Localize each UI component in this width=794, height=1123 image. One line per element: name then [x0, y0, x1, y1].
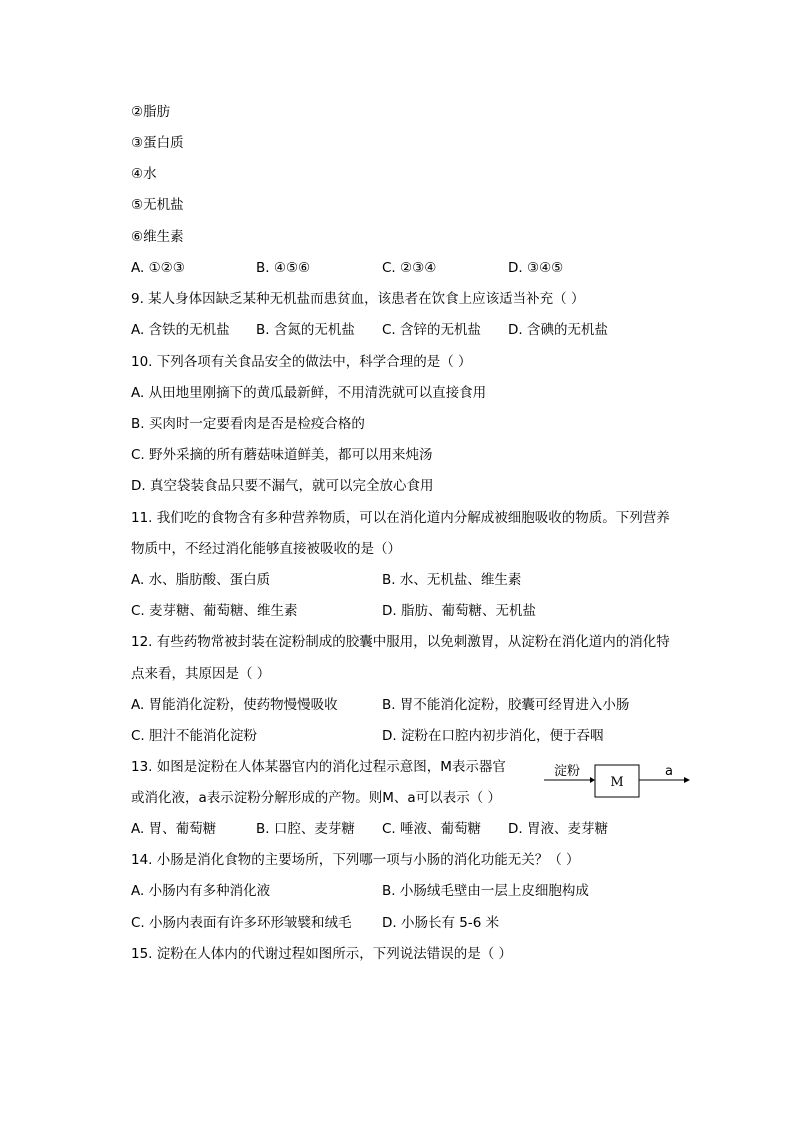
- q10-option-a: A. 从田地里刚摘下的黄瓜最新鲜，不用清洗就可以直接食用: [131, 385, 487, 401]
- diagram-box-label: M: [610, 775, 624, 790]
- q12-option-d: D. 淀粉在口腔内初步消化，便于吞咽: [382, 728, 604, 744]
- q9-option-b: B. 含氮的无机盐: [256, 322, 355, 338]
- q9-option-d: D. 含碘的无机盐: [508, 322, 608, 338]
- starch-digestion-diagram: [540, 758, 700, 802]
- list-item: ②脂肪: [131, 104, 171, 120]
- q9-stem: 9. 某人身体因缺乏某种无机盐而患贫血，该患者在饮食上应该适当补充（ ）: [131, 291, 585, 307]
- q13-option-c: C. 唾液、葡萄糖: [382, 821, 482, 837]
- q13-stem-line1: 13. 如图是淀粉在人体某器官内的消化过程示意图，M表示器官: [131, 759, 506, 775]
- q12-option-a: A. 胃能消化淀粉，使药物慢慢吸收: [131, 697, 338, 713]
- q12-stem-line1: 12. 有些药物常被封装在淀粉制成的胶囊中服用，以免刺激胃，从淀粉在消化道内的消化特: [131, 634, 670, 650]
- q11-stem-line2: 物质中，不经过消化能够直接被吸收的是（）: [131, 541, 401, 557]
- list-item: ③蛋白质: [131, 135, 184, 151]
- q13-stem-line2: 或消化液，a表示淀粉分解形成的产物。则M、a可以表示（ ）: [131, 790, 501, 806]
- q8-option-a: A. ①②③: [131, 260, 185, 276]
- q9-option-a: A. 含铁的无机盐: [131, 322, 230, 338]
- q10-option-b: B. 买肉时一定要看肉是否是检疫合格的: [131, 416, 365, 432]
- list-item: ⑥维生素: [131, 229, 184, 245]
- q14-option-c: C. 小肠内表面有许多环形皱襞和绒毛: [131, 915, 352, 931]
- q11-stem-line1: 11. 我们吃的食物含有多种营养物质，可以在消化道内分解成被细胞吸收的物质。下列营养: [131, 510, 670, 526]
- q13-option-b: B. 口腔、麦芽糖: [256, 821, 355, 837]
- q10-option-d: D. 真空袋装食品只要不漏气，就可以完全放心食用: [131, 478, 434, 494]
- q11-option-c: C. 麦芽糖、葡萄糖、维生素: [131, 603, 298, 619]
- list-item: ⑤无机盐: [131, 197, 184, 213]
- q13-option-d: D. 胃液、麦芽糖: [508, 821, 608, 837]
- q14-stem: 14. 小肠是消化食物的主要场所，下列哪一项与小肠的消化功能无关？（ ）: [131, 852, 580, 868]
- diagram-input-label: 淀粉: [554, 764, 581, 779]
- diagram-output-label: a: [665, 764, 673, 779]
- q8-option-d: D. ③④⑤: [508, 260, 564, 276]
- q14-option-a: A. 小肠内有多种消化液: [131, 883, 271, 899]
- q12-option-b: B. 胃不能消化淀粉，胶囊可经胃进入小肠: [382, 697, 630, 713]
- q12-stem-line2: 点来看，其原因是（ ）: [131, 666, 271, 682]
- q15-stem: 15. 淀粉在人体内的代谢过程如图所示，下列说法错误的是（ ）: [131, 946, 513, 962]
- q13-option-a: A. 胃、葡萄糖: [131, 821, 217, 837]
- diagram-input-arrowhead: [590, 777, 595, 783]
- q14-option-b: B. 小肠绒毛壁由一层上皮细胞构成: [382, 883, 589, 899]
- q12-option-c: C. 胆汁不能消化淀粉: [131, 728, 258, 744]
- q11-option-a: A. 水、脂肪酸、蛋白质: [131, 572, 271, 588]
- q14-option-d: D. 小肠长有 5-6 米: [382, 915, 500, 931]
- q10-option-c: C. 野外采摘的所有蘑菇味道鲜美，都可以用来炖汤: [131, 447, 433, 463]
- q10-stem: 10. 下列各项有关食品安全的做法中，科学合理的是（ ）: [131, 354, 472, 370]
- q8-option-b: B. ④⑤⑥: [256, 260, 311, 276]
- diagram-output-arrowhead: [684, 777, 690, 783]
- q11-option-b: B. 水、无机盐、维生素: [382, 572, 522, 588]
- q9-option-c: C. 含锌的无机盐: [382, 322, 482, 338]
- q11-option-d: D. 脂肪、葡萄糖、无机盐: [382, 603, 536, 619]
- q8-option-c: C. ②③④: [382, 260, 437, 276]
- list-item: ④水: [131, 166, 157, 182]
